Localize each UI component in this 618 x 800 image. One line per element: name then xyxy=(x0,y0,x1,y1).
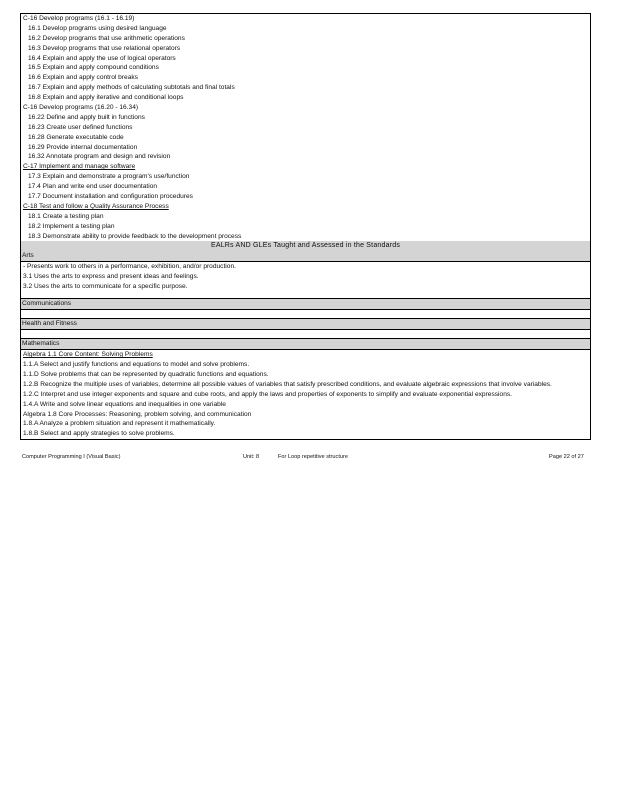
math-item: 1.1.D Solve problems that can be represented by quadratic functions and equations. xyxy=(23,370,269,378)
math-item: 1.8.B Select and apply strategies to solve problems. xyxy=(23,430,175,438)
competency-item: 16.7 Explain and apply methods of calculating subtotals and final totals xyxy=(28,84,235,92)
math-item: 1.2.C Interpret and use integer exponents and square and cube roots, and apply the laws and properties of exponents to simplify and evaluate exponential expressions. xyxy=(23,390,512,398)
arts-item: - Presents work to others in a performance, exhibition, and/or production. xyxy=(23,263,236,271)
page-footer xyxy=(22,453,590,461)
math-item: Algebra 1.1 Core Content: Solving Problems xyxy=(23,351,153,359)
competency-heading: C-16 Develop programs (16.1 - 16.19) xyxy=(23,15,135,22)
competency-heading: C-16 Develop programs (16.20 - 16.34) xyxy=(23,104,139,112)
category-health-fitness: Health and Fitness xyxy=(21,318,590,330)
arts-list xyxy=(21,262,590,292)
competency-item: 16.3 Develop programs that use relational operators xyxy=(28,44,181,52)
competency-item: 17.7 Document installation and configuration procedures xyxy=(28,193,193,201)
competency-item: 16.5 Explain and apply compound conditions xyxy=(28,64,159,72)
standards-page xyxy=(20,13,591,440)
competency-item: 16.6 Explain and apply control breaks xyxy=(28,74,138,82)
footer-course: Computer Programming I (Visual Basic) xyxy=(22,454,121,460)
math-item: 1.2.B Recognize the multiple uses of variables, determine all possible values of variables that satisfy prescribed conditions, and evaluate algebraic expressions that involve variables. xyxy=(23,380,552,388)
competency-item: 17.4 Plan and write end user documentation xyxy=(28,183,158,191)
standards-table xyxy=(20,13,591,440)
competency-item: 16.28 Generate executable code xyxy=(28,133,124,141)
ealr-banner: EALRs AND GLEs Taught and Assessed in the Standards xyxy=(21,241,590,251)
competency-blocks xyxy=(21,14,590,241)
mathematics-list xyxy=(21,350,590,440)
competency-item: 16.32 Annotate program and design and revision xyxy=(28,153,171,161)
communications-spacer xyxy=(21,310,590,318)
health-spacer xyxy=(21,330,590,338)
competency-item: 16.1 Develop programs using desired language xyxy=(28,24,167,32)
competency-item: 16.4 Explain and apply the use of logical operators xyxy=(28,54,176,62)
math-item: 1.8.A Analyze a problem situation and represent it mathematically. xyxy=(23,420,216,428)
competency-item: 18.3 Demonstrate ability to provide feedback to the development process xyxy=(28,232,242,240)
category-communications: Communications xyxy=(21,298,590,310)
arts-item: 3.1 Uses the arts to express and present ideas and feelings. xyxy=(23,273,199,281)
footer-topic: For Loop repetitive structure xyxy=(278,454,348,460)
category-mathematics: Mathematics xyxy=(21,338,590,350)
competency-item: 16.22 Define and apply built in functions xyxy=(28,113,145,121)
footer-page: Page 22 of 27 xyxy=(549,454,584,460)
competency-heading: C-18 Test and follow a Quality Assurance Process xyxy=(23,202,169,210)
arts-item: 3.2 Uses the arts to communicate for a specific purpose. xyxy=(23,283,188,291)
competency-item: 16.23 Create user defined functions xyxy=(28,123,133,131)
competency-item: 16.8 Explain and apply iterative and conditional loops xyxy=(28,94,184,102)
category-arts: Arts xyxy=(21,251,590,262)
competency-item: 18.2 Implement a testing plan xyxy=(28,222,115,230)
math-item: 1.4.A Write and solve linear equations and inequalities in one variable xyxy=(23,400,226,408)
competency-item: 16.29 Provide internal documentation xyxy=(28,143,138,151)
competency-heading: C-17 Implement and manage software xyxy=(23,163,136,171)
math-item: 1.1.A Select and justify functions and equations to model and solve problems. xyxy=(23,361,250,369)
competency-item: 17.3 Explain and demonstrate a program's use/function xyxy=(28,173,190,181)
competency-item: 18.1 Create a testing plan xyxy=(28,212,104,220)
competency-item: 16.2 Develop programs that use arithmetic operations xyxy=(28,34,185,42)
math-item: Algebra 1.8 Core Processes: Reasoning, problem solving, and communication xyxy=(23,410,252,418)
footer-unit: Unit: 8 xyxy=(243,454,260,460)
